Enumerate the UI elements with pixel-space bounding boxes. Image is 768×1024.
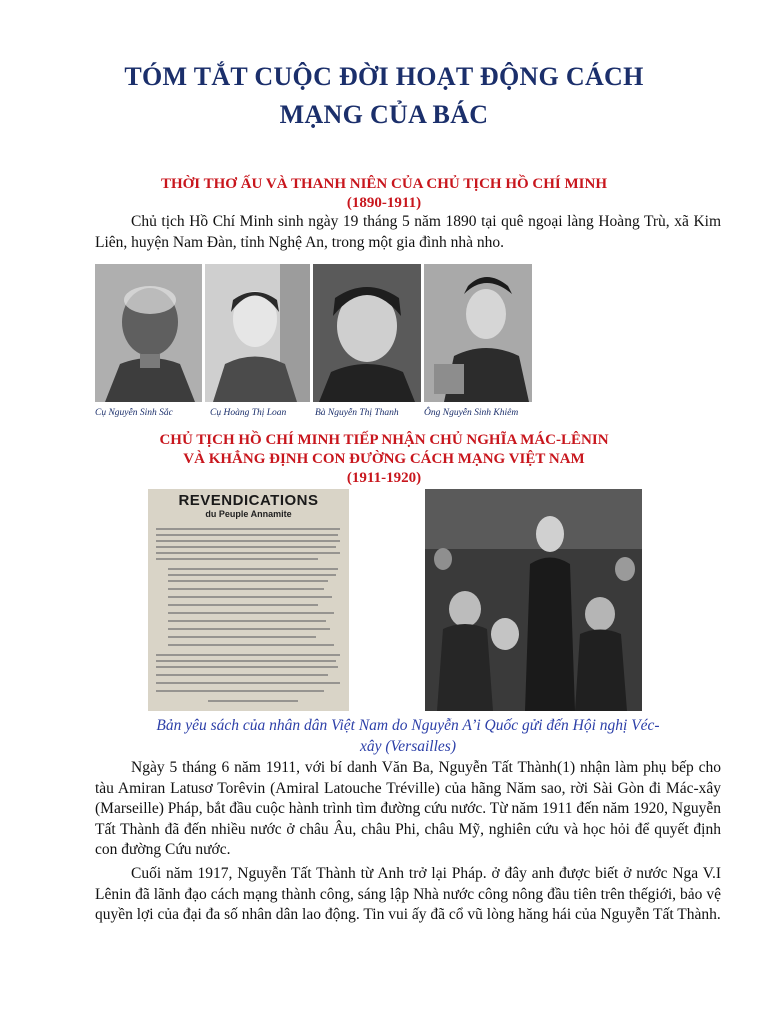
document-text-lines [148,489,349,711]
section1-years: (1890-1911) [346,195,422,211]
photo-caption-3: Bà Nguyễn Thị Thanh [315,408,399,418]
page-title [60,58,708,134]
group-photo [425,489,642,711]
photo-caption-4: Ông Nguyễn Sinh Khiêm [424,408,519,418]
section2-paragraph-2 [95,864,721,926]
section2-paragraph-2-text: Cuối năm 1917, Nguyễn Tất Thành từ Anh trở lại Pháp. ở đây anh được biết ở nước Nga V.I Lênin đã lãnh đạo cách mạng thành công, sáng lập Nhà nước công nông đầu tiên trên thếgiới, bảo vệ quyền lợi của đại đa số nhân dân lao động. Tin vui ấy đã cổ vũ lòng hăng hái của Nguyễn Tất Thành. [95,865,721,924]
portrait-photo-3 [313,264,421,402]
document-subtitle: du Peuple Annamite [205,509,292,519]
document-title: REVENDICATIONS [178,492,319,509]
portrait-photo-1 [95,264,202,402]
section2-paragraph-1 [95,758,721,861]
section1-heading [60,175,708,213]
section2-heading-line-2: VÀ KHẲNG ĐỊNH CON ĐƯỜNG CÁCH MẠNG VIỆT NAM [183,451,585,467]
section2-years: (1911-1920) [346,470,422,486]
section1-paragraph-text: Chủ tịch Hồ Chí Minh sinh ngày 19 tháng 5 năm 1890 tại quê ngoại làng Hoàng Trù, xã Kim Liên, huyện Nam Đàn, tỉnh Nghệ An, trong một gia đình nhà nho. [95,213,721,251]
document-caption [95,715,721,757]
section2-heading-line-1: CHỦ TỊCH HỒ CHÍ MINH TIẾP NHẬN CHỦ NGHĨA MÁC-LÊNIN [159,432,609,448]
section2-paragraph-1-text: Ngày 5 tháng 6 năm 1911, với bí danh Văn Ba, Nguyễn Tất Thành(1) nhận làm phụ bếp cho tàu Amiran Latusơ Torêvin (Amiral Latouche Tréville) của hãng Năm sao, rời Sài Gòn đi Mác-xây (Marseille) Pháp, bắt đầu cuộc hành trình tìm đường cứu nước. Từ năm 1911 đến năm 1920, Nguyễn Tất Thành đã đến nhiều nước ở châu Âu, châu Phi, châu Mỹ, nghiên cứu và học hỏi để quyết định con đường Cứu nước. [95,759,721,859]
photo-caption-1: Cụ Nguyễn Sinh Sắc [95,408,173,418]
section2-heading [60,431,708,488]
portrait-photo-4 [424,264,532,402]
page-title-line-1: TÓM TẮT CUỘC ĐỜI HOẠT ĐỘNG CÁCH [124,62,644,91]
section1-heading-text: THỜI THƠ ẤU VÀ THANH NIÊN CỦA CHỦ TỊCH HỒ CHÍ MINH [160,176,608,192]
photo-caption-2: Cụ Hoàng Thị Loan [210,408,287,418]
revendications-document-image [148,489,349,711]
document-caption-line-1: Bản yêu sách của nhân dân Việt Nam do Nguyễn A’i Quốc gửi đến Hội nghị Véc- [156,717,660,734]
page-title-line-2: MẠNG CỦA BÁC [279,100,489,129]
portrait-photo-2 [205,264,310,402]
document-caption-line-2: xây (Versailles) [360,738,456,755]
section1-paragraph [95,212,721,253]
